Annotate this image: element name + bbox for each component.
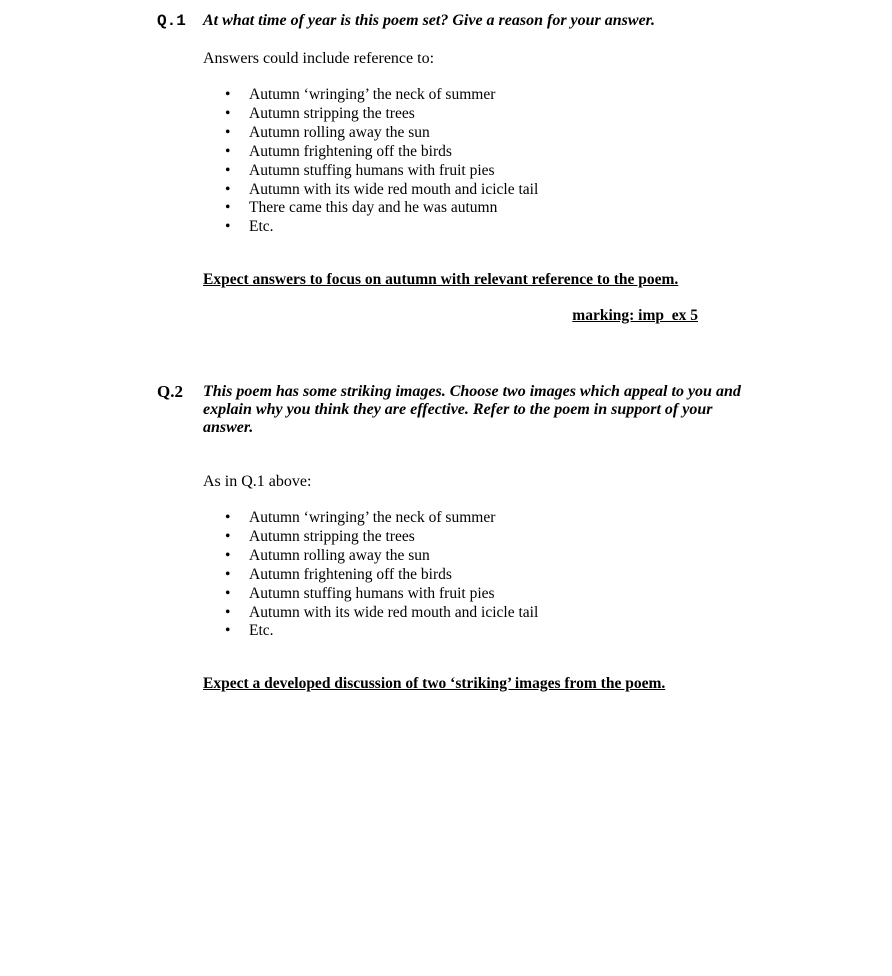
answer-list xyxy=(225,509,538,641)
list-item xyxy=(225,124,538,143)
bullet-icon: • xyxy=(225,509,231,526)
bullet-icon: • xyxy=(225,199,231,217)
list-item xyxy=(225,181,538,200)
list-item xyxy=(225,509,538,528)
bullet-icon: • xyxy=(225,161,231,179)
bullet-icon: • xyxy=(225,123,231,141)
list-item-text: Autumn rolling away the sun xyxy=(249,546,430,564)
list-item xyxy=(225,585,538,604)
list-item xyxy=(225,143,538,162)
list-item-text: Autumn stripping the trees xyxy=(249,104,415,122)
list-item-text: Autumn ‘wringing’ the neck of summer xyxy=(249,86,496,103)
list-item-text: There came this day and he was autumn xyxy=(249,199,498,217)
expectation-note: Expect a developed discussion of two ‘striking’ images from the poem. xyxy=(203,675,666,692)
question-text: This poem has some striking images. Choose two images which appeal to you and explain why you think they are effective. Refer to the poem in support of your answer. xyxy=(203,383,741,436)
bullet-icon: • xyxy=(225,86,231,103)
bullet-icon: • xyxy=(225,218,231,236)
list-item xyxy=(225,604,538,623)
list-item xyxy=(225,566,538,585)
list-item xyxy=(225,86,538,105)
question-text: At what time of year is this poem set? Give a reason for your answer. xyxy=(203,12,656,29)
answer-list xyxy=(225,86,538,237)
list-item-text: Autumn rolling away the sun xyxy=(249,123,430,141)
bullet-icon: • xyxy=(225,142,231,160)
bullet-icon: • xyxy=(225,104,231,122)
list-item-text: Autumn ‘wringing’ the neck of summer xyxy=(249,509,496,526)
question-number: Q.1 xyxy=(157,12,186,30)
list-item-text: Autumn stripping the trees xyxy=(249,527,415,545)
list-item xyxy=(225,622,538,641)
list-item xyxy=(225,162,538,181)
bullet-icon: • xyxy=(225,527,231,545)
marking-note: marking: imp ex 5 xyxy=(572,307,698,324)
bullet-icon: • xyxy=(225,180,231,198)
list-item xyxy=(225,105,538,124)
list-item-text: Autumn stuffing humans with fruit pies xyxy=(249,584,495,602)
list-item xyxy=(225,547,538,566)
list-item xyxy=(225,199,538,218)
expectation-note: Expect answers to focus on autumn with relevant reference to the poem. xyxy=(203,271,679,288)
bullet-icon: • xyxy=(225,584,231,602)
list-item xyxy=(225,218,538,237)
list-item-text: Autumn frightening off the birds xyxy=(249,565,452,583)
list-item xyxy=(225,528,538,547)
list-item-text: Autumn stuffing humans with fruit pies xyxy=(249,161,495,179)
answer-intro: Answers could include reference to: xyxy=(203,50,435,67)
list-item-text: Autumn frightening off the birds xyxy=(249,142,452,160)
list-item-text: Etc. xyxy=(249,218,274,236)
bullet-icon: • xyxy=(225,622,231,640)
list-item-text: Autumn with its wide red mouth and icicle tail xyxy=(249,603,539,621)
list-item-text: Autumn with its wide red mouth and icicle tail xyxy=(249,180,539,198)
list-item-text: Etc. xyxy=(249,622,274,640)
question-number: Q.2 xyxy=(157,382,183,401)
bullet-icon: • xyxy=(225,546,231,564)
bullet-icon: • xyxy=(225,603,231,621)
answer-intro: As in Q.1 above: xyxy=(203,473,312,490)
bullet-icon: • xyxy=(225,565,231,583)
